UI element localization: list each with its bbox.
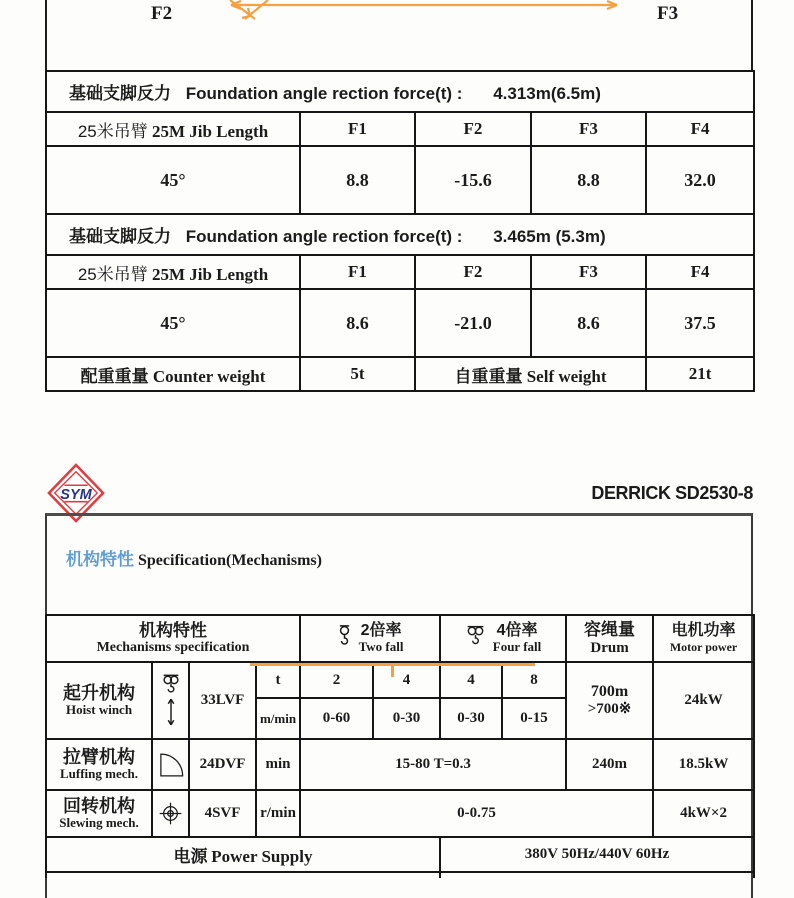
luffing-range: 15-80 T=0.3 [300,739,566,790]
luffing-zh: 拉臂机构 [63,746,135,767]
mech-header-name [46,615,300,662]
foundation-title-row-1 [46,71,754,112]
hoist-model: 33LVF [189,662,256,739]
angle-cell: 45° [46,289,300,357]
col-f2: F2 [415,112,531,146]
self-weight-zh: 自重重量 [454,366,523,386]
diagram-label-f2: F2 [151,3,173,24]
weights-row [46,357,754,391]
fourfall-en: Four fall [492,639,542,655]
section-heading [66,545,322,570]
mech-header-twofall [300,615,440,662]
foundation-title-en: Foundation angle rection force(t) : [185,227,463,246]
jib-length-cell [46,112,300,146]
foundation-force-table [45,70,755,392]
jib-zh: 25米吊臂 [77,121,148,141]
motor-zh: 电机功率 [671,622,736,640]
cutoff-row [46,872,754,878]
mechanisms-table [45,614,755,878]
slewing-crosshair-icon [158,801,183,826]
motor-en: Motor power [669,639,738,654]
self-weight-en: Self weight [526,366,607,386]
force-value: 8.8 [531,146,646,214]
hoist-unit-top: t [256,662,300,698]
self-weight-label [415,357,646,391]
slewing-row [46,790,754,837]
luffing-drum: 240m [566,739,653,790]
force-value: 32.0 [646,146,754,214]
section-heading-en: Specification(Mechanisms) [138,552,322,569]
hoist-fall: 4 [440,662,502,698]
twofall-en: Two fall [358,639,404,655]
luffing-icon-cell [152,739,189,790]
slewing-name-cell [46,790,152,837]
luffing-row [46,739,754,790]
col-f4: F4 [646,112,754,146]
col-f3: F3 [531,255,646,289]
force-value: -15.6 [415,146,531,214]
self-weight-value: 21t [646,357,754,391]
hoist-speed: 0-30 [440,698,502,739]
slewing-en: Slewing mech. [59,815,139,831]
mech-header-motor [653,615,754,662]
force-value: 8.6 [531,289,646,357]
hoist-motor-power: 24kW [653,662,754,739]
power-en: Power Supply [211,847,313,866]
hoist-row-top [46,662,754,698]
jib-header-row-1 [46,112,754,146]
hoist-drum-cell [566,662,653,739]
power-supply-row [46,837,754,872]
force-value: -21.0 [415,289,531,357]
hoist-drum-capacity: 700m [590,682,629,700]
twofall-zh: 2倍率 [360,621,402,639]
foundation-title-2 [46,214,754,255]
foundation-title-1 [46,71,754,112]
counter-weight-label [46,357,300,391]
cutoff-cell [440,872,754,878]
angle-cell: 45° [46,146,300,214]
foundation-dimension: 4.313m(6.5m) [493,84,601,103]
power-supply-label [46,837,440,872]
hoist-drum-note: >700※ [587,701,632,718]
cutoff-cell [46,872,440,878]
foundation-dimension: 3.465m (5.3m) [493,227,606,246]
power-supply-value: 380V 50Hz/440V 60Hz [440,837,754,872]
hoist-en: Hoist winch [65,702,133,718]
drum-en: Drum [590,639,629,656]
hoist-name-cell [46,662,152,739]
doc-title: DERRICK SD2530-8 [591,483,753,503]
hoist-unit-bottom: m/min [256,698,300,739]
force-data-row-2 [46,289,754,357]
jib-en: 25M Jib Length [151,121,269,141]
force-value: 8.6 [300,289,415,357]
luffing-motor-power: 18.5kW [653,739,754,790]
hoist-zh: 起升机构 [63,682,135,703]
slewing-zh: 回转机构 [63,795,135,816]
slewing-motor-power: 4kW×2 [653,790,754,837]
mech-header-name-en: Mechanisms specification [96,640,250,656]
mech-header-name-zh: 机构特性 [139,620,207,640]
four-fall-pulley-icon [465,624,486,652]
mech-header-drum [566,615,653,662]
luffing-quadrant-icon [157,747,185,783]
diagram-remnant-box [45,0,753,70]
mech-header-row [46,615,754,662]
luffing-en: Luffing mech. [60,766,138,782]
luffing-model: 24DVF [189,739,256,790]
force-data-row-1 [46,146,754,214]
hoist-speed: 0-15 [502,698,566,739]
drum-zh: 容绳量 [584,620,636,640]
slewing-icon-cell [152,790,189,837]
hoist-fall: 8 [502,662,566,698]
slewing-range: 0-0.75 [300,790,653,837]
col-f2: F2 [415,255,531,289]
force-value: 37.5 [646,289,754,357]
luffing-unit: min [256,739,300,790]
counter-weight-zh: 配重重量 [80,366,149,386]
foundation-title-zh: 基础支脚反力 [69,84,171,103]
luffing-name-cell [46,739,152,790]
col-f3: F3 [531,112,646,146]
hoist-fall: 4 [373,662,440,698]
jib-length-cell [46,255,300,289]
sym-logo-text: SYM [60,486,92,503]
foundation-title-row-2 [46,214,754,255]
power-zh: 电源 [173,847,208,866]
foundation-title-en: Foundation angle rection force(t) : [185,84,463,103]
orange-annotation-tick [391,663,394,677]
two-fall-pulley-icon [337,624,352,652]
jib-en: 25M Jib Length [151,264,269,284]
slewing-unit: r/min [256,790,300,837]
hoist-fall: 2 [300,662,373,698]
col-f4: F4 [646,255,754,289]
jib-header-row-2 [46,255,754,289]
hoist-pulley-arrow-icon [160,672,182,730]
col-f1: F1 [300,112,415,146]
force-value: 8.8 [300,146,415,214]
mech-header-fourfall [440,615,566,662]
slewing-model: 4SVF [189,790,256,837]
hoist-speed: 0-30 [373,698,440,739]
counter-weight-value: 5t [300,357,415,391]
diagram-label-f3: F3 [657,3,679,24]
counter-weight-en: Counter weight [152,366,266,386]
jib-zh: 25米吊臂 [77,264,148,284]
foundation-title-zh: 基础支脚反力 [69,227,171,246]
dimension-arrow-graphic [47,0,755,70]
hoist-icon-cell [152,662,189,739]
fourfall-zh: 4倍率 [496,621,538,639]
section-heading-zh: 机构特性 [66,550,134,569]
col-f1: F1 [300,255,415,289]
hoist-speed: 0-60 [300,698,373,739]
